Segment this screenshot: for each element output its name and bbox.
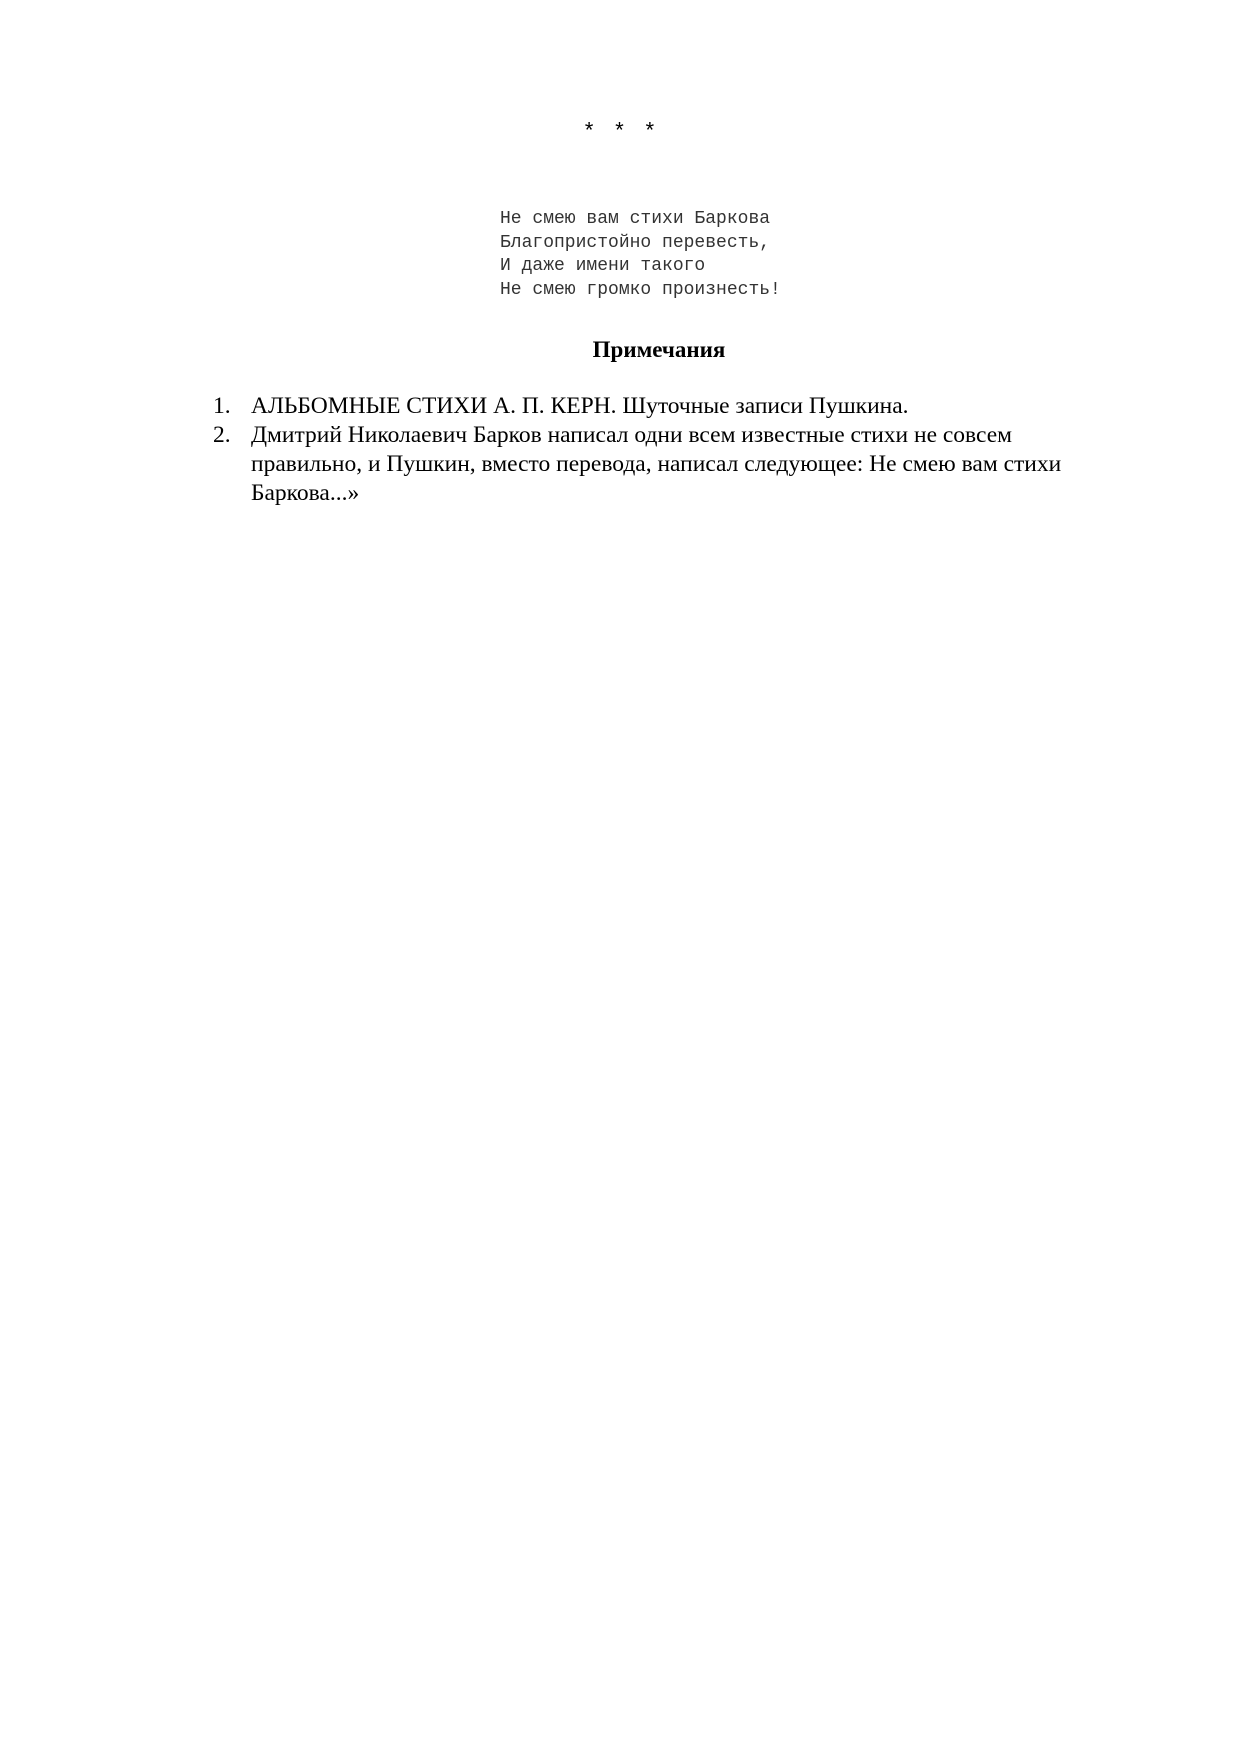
notes-list: [0, 392, 1241, 508]
note-number: 1.: [213, 393, 231, 419]
note-number: 2.: [213, 422, 231, 448]
poem-line: Не смею громко произнесть!: [500, 279, 781, 300]
poem-line: Благопристойно перевесть,: [500, 232, 771, 253]
section-separator: * * *: [582, 120, 659, 145]
poem-stanza: [500, 208, 781, 302]
poem-line: Не смею вам стихи Баркова: [500, 209, 771, 229]
poem-line: И даже имени такого: [500, 256, 706, 276]
note-text: АЛЬБОМНЫЕ СТИХИ А. П. КЕРН. Шуточные записи Пушкина.: [251, 393, 909, 419]
note-item: [0, 421, 1121, 508]
note-item: [0, 392, 1121, 421]
note-text: Дмитрий Николаевич Барков написал одни всем известные стихи не совсем правильно, и Пушкин, вместо перевода, написал следующее: Не смею вам стихи Баркова...»: [251, 422, 1062, 506]
notes-heading: Примечания: [592, 337, 726, 362]
